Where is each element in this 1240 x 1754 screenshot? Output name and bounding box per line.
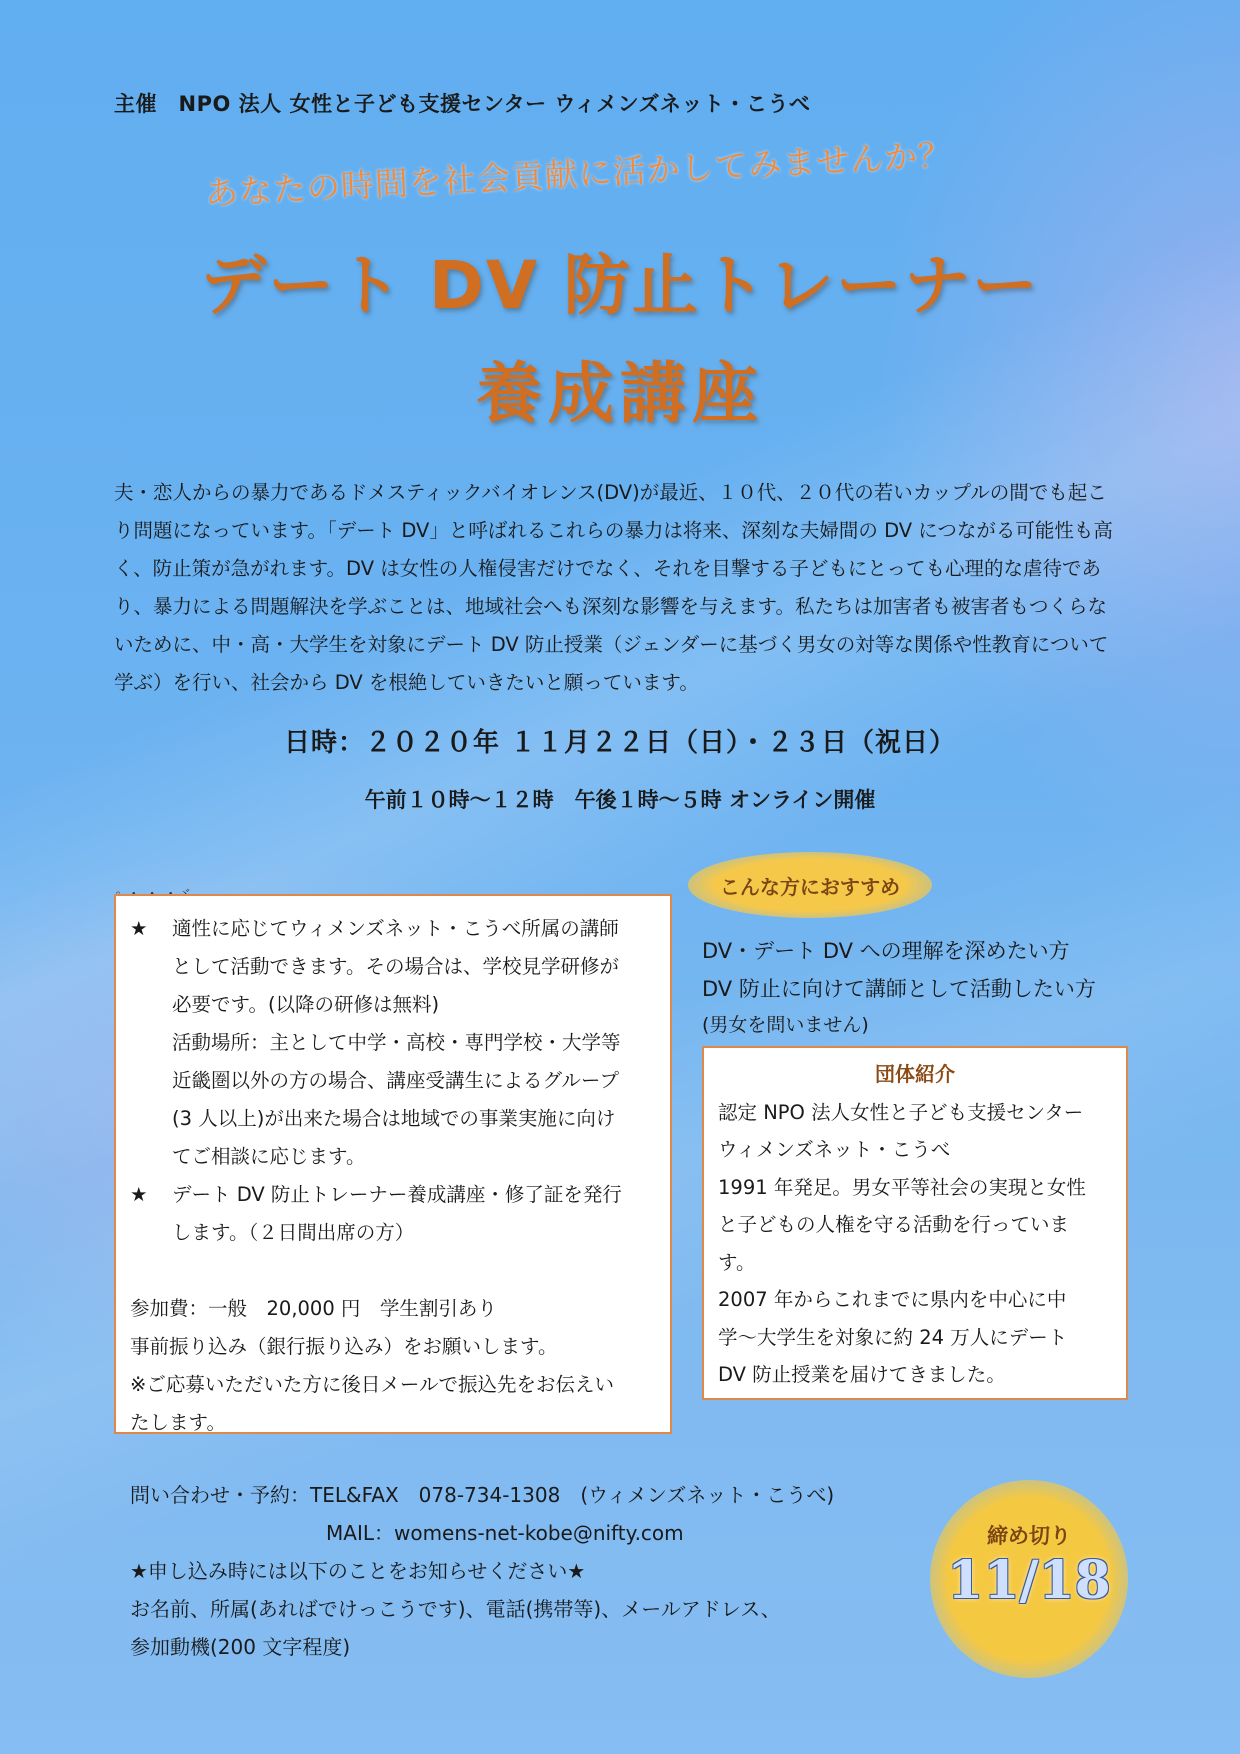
organizer-line: 主催 NPO 法人 女性と子ども支援センター ウィメンズネット・こうべ [114, 92, 811, 116]
org-line: 2007 年からこれまでに県内を中心に中 [718, 1288, 1067, 1311]
recommend-badge-label: こんな方におすすめ [719, 874, 901, 899]
deadline-label: 締め切り [987, 1524, 1071, 1548]
benefit-line: 必要です。(以降の研修は無料) [172, 993, 440, 1016]
fee-line: ※ご応募いただいた方に後日メールで振込先をお伝えい [130, 1373, 614, 1396]
org-line: 1991 年発足。男女平等社会の実現と女性 [718, 1175, 1086, 1199]
benefit-item [130, 910, 656, 1176]
star-icon: ★ [130, 1183, 148, 1206]
benefit-line: (3 人以上)が出来た場合は地域での事業実施に向け [172, 1107, 616, 1130]
contact-section [130, 1476, 834, 1666]
org-line: 学～大学生を対象に約 24 万人にデート [718, 1325, 1068, 1349]
org-line: す。 [718, 1250, 756, 1274]
intro-line: く、防止策が急がれます。DV は女性の人権侵害だけでなく、それを目撃する子どもにとっても心理的な虐待であ [114, 557, 1101, 580]
benefits-box [114, 894, 672, 1434]
recommend-item: DV 防止に向けて講師として活動したい方 [702, 977, 1096, 1001]
intro-line: 夫・恋人からの暴力であるドメスティックバイオレンス(DV)が最近、１０代、２０代の若いカップルの間でも起こ [114, 481, 1107, 504]
benefit-line: します。（２日間出席の方） [172, 1221, 415, 1244]
benefit-line: 近畿圏以外の方の場合、講座受講生によるグループ [172, 1069, 619, 1092]
benefit-item [130, 1176, 656, 1252]
benefit-line: 適性に応じてウィメンズネット・こうべ所属の講師 [172, 917, 619, 940]
event-hours: 午前１０時～１２時 午後１時～５時 オンライン開催 [364, 788, 876, 812]
org-line: 認定 NPO 法人女性と子ども支援センター [718, 1100, 1084, 1124]
organization-intro-heading: 団体紹介 [875, 1062, 955, 1086]
recommend-note: (男女を問いません) [702, 1014, 869, 1036]
fee-line: 事前振り込み（銀行振り込み）をお願いします。 [130, 1335, 558, 1358]
org-line: DV 防止授業を届けてきました。 [718, 1363, 1006, 1386]
deadline-badge [930, 1480, 1128, 1678]
event-date: 日時：２０２０年 １１月２２日（日）・２３日（祝日） [283, 728, 957, 758]
main-title: デート DV 防止トレーナー [200, 247, 1040, 324]
organization-intro-box [702, 1046, 1128, 1400]
contact-phone: 問い合わせ・予約：TEL&FAX 078-734-1308 (ウィメンズネット・こうべ) [130, 1483, 835, 1507]
recommend-badge [688, 852, 932, 918]
application-fields: お名前、所属(あればでけっこうです)、電話(携帯等)、メールアドレス、 [130, 1597, 781, 1621]
intro-line: り、暴力による問題解決を学ぶことは、地域社会へも深刻な影響を与えます。私たちは加害者も被害者もつくらな [114, 595, 1107, 618]
recommend-list [702, 932, 1096, 1008]
deadline-date: 11/18 [947, 1550, 1111, 1611]
application-notice: ★申し込み時には以下のことをお知らせください★ [130, 1559, 586, 1583]
benefit-line: として活動できます。その場合は、学校見学研修が [172, 955, 619, 978]
fee-line: たします。 [130, 1411, 226, 1434]
star-icon: ★ [130, 917, 148, 940]
intro-paragraph [114, 474, 1130, 702]
intro-line: り問題になっています。「デート DV」と呼ばれるこれらの暴力は将来、深刻な夫婦間の DV につながる可能性も高 [114, 519, 1113, 542]
fee-line: 参加費：一般 20,000 円 学生割引あり [130, 1297, 497, 1320]
main-title-second-line: 養成講座 [476, 355, 764, 432]
intro-line: 学ぶ）を行い、社会から DV を根絶していきたいと願っています。 [114, 671, 699, 694]
benefit-line: デート DV 防止トレーナー養成講座・修了証を発行 [172, 1183, 622, 1206]
tagline: あなたの時間を社会貢献に活かしてみませんか？ [204, 134, 954, 213]
contact-email[interactable]: MAIL：womens-net-kobe@nifty.com [326, 1521, 684, 1545]
recommend-item: DV・デート DV への理解を深めたい方 [702, 939, 1070, 963]
benefit-line: 活動場所：主として中学・高校・専門学校・大学等 [172, 1031, 621, 1054]
org-line: ウィメンズネット・こうべ [718, 1138, 951, 1161]
application-fields-continued: 参加動機(200 文字程度) [130, 1635, 351, 1659]
intro-line: いために、中・高・大学生を対象にデート DV 防止授業（ジェンダーに基づく男女の対等な関係や性教育について [114, 633, 1109, 656]
benefit-line: てご相談に応じます。 [172, 1145, 366, 1168]
org-line: と子どもの人権を守る活動を行っていま [718, 1213, 1070, 1236]
